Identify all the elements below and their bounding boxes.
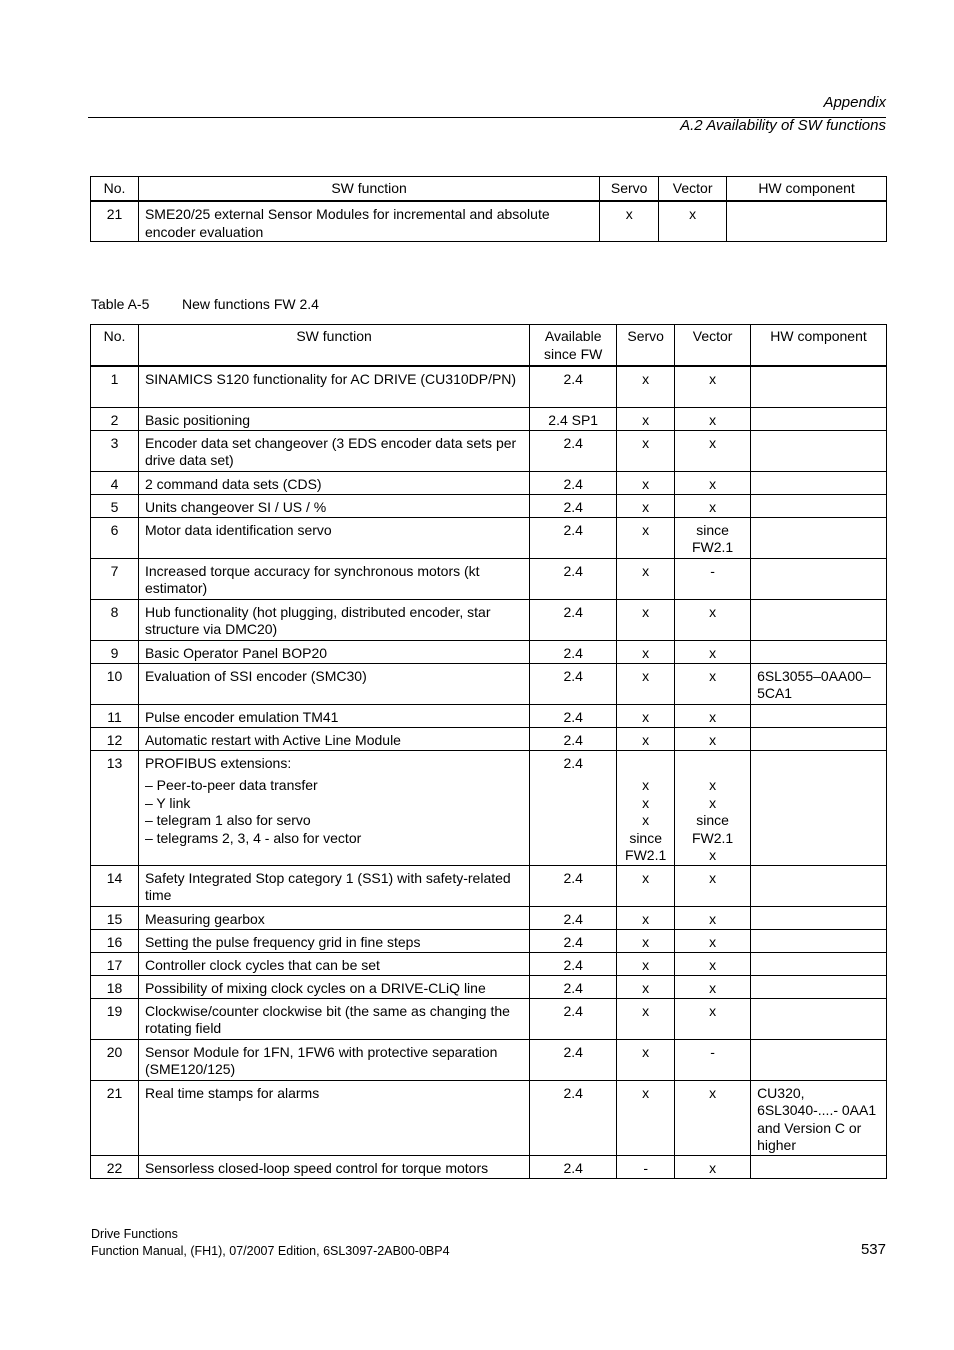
cell-sw-function: Encoder data set changeover (3 EDS encoder data sets per drive data set) <box>138 430 529 471</box>
table-row <box>91 471 887 494</box>
sub-item: since FW2.1 <box>691 812 734 846</box>
cell-hw-component <box>751 558 887 599</box>
cell-vector: x <box>675 906 751 929</box>
cell-available-since-fw: 2.4 <box>530 998 617 1039</box>
cell-vector <box>675 750 751 865</box>
cell-no: 18 <box>91 975 139 998</box>
cell-vector: x <box>675 929 751 952</box>
col-header-vector: Vector <box>675 325 751 367</box>
cell-servo: x <box>617 727 675 750</box>
table-row <box>91 407 887 430</box>
cell-sw-function: Pulse encoder emulation TM41 <box>138 704 529 727</box>
table-row <box>91 998 887 1039</box>
cell-servo: x <box>617 998 675 1039</box>
cell-vector: x <box>675 865 751 906</box>
cell-hw-component <box>751 704 887 727</box>
cell-hw-component <box>751 975 887 998</box>
cell-heading: PROFIBUS extensions: <box>144 754 292 771</box>
cell-sw-function: Evaluation of SSI encoder (SMC30) <box>138 663 529 704</box>
table-row <box>91 750 887 865</box>
cell-servo: - <box>617 1155 675 1178</box>
cell-sw-function: Possibility of mixing clock cycles on a DRIVE-CLiQ line <box>138 975 529 998</box>
cell-heading-value <box>619 755 672 773</box>
cell-no: 5 <box>91 494 139 517</box>
cell-servo: x <box>617 1080 675 1155</box>
cell-available-since-fw: 2.4 <box>530 558 617 599</box>
cell-vector: x <box>675 998 751 1039</box>
table-body <box>91 366 887 1178</box>
cell-available-since-fw: 2.4 <box>530 929 617 952</box>
table-row <box>91 906 887 929</box>
cell-sw-function: Basic positioning <box>138 407 529 430</box>
cell-no: 13 <box>91 750 139 865</box>
cell-hw-component <box>751 906 887 929</box>
cell-vector: x <box>675 975 751 998</box>
table-continued <box>90 176 887 242</box>
sub-item: – telegram 1 also for servo <box>144 812 311 828</box>
table-row <box>91 558 887 599</box>
cell-no: 6 <box>91 517 139 558</box>
cell-servo: x <box>617 929 675 952</box>
page-number: 537 <box>860 1241 886 1258</box>
cell-servo: x <box>617 366 675 407</box>
cell-no: 2 <box>91 407 139 430</box>
cell-vector: x <box>675 430 751 471</box>
sub-item: x <box>709 777 717 793</box>
cell-vector: x <box>675 727 751 750</box>
sub-item: – Y link <box>144 794 191 811</box>
cell-servo: x <box>617 494 675 517</box>
col-header-vector: Vector <box>659 177 727 202</box>
cell-hw-component <box>751 430 887 471</box>
sub-item: x <box>709 794 717 811</box>
cell-available-since-fw: 2.4 <box>530 952 617 975</box>
cell-servo: x <box>617 640 675 663</box>
cell-vector: x <box>675 640 751 663</box>
table-caption <box>91 296 319 312</box>
cell-available-since-fw: 2.4 <box>530 975 617 998</box>
cell-sw-function: Motor data identification servo <box>138 517 529 558</box>
footer-manual-info: Function Manual, (FH1), 07/2007 Edition, 6SL3097-2AB00-0BP4 <box>91 1244 450 1258</box>
table-row <box>91 1155 887 1178</box>
cell-sw-function: Controller clock cycles that can be set <box>138 952 529 975</box>
cell-hw-component <box>751 1039 887 1080</box>
cell-no: 22 <box>91 1155 139 1178</box>
table-row <box>91 517 887 558</box>
cell-servo: x <box>617 952 675 975</box>
cell-vector: x <box>675 1080 751 1155</box>
cell-hw-component <box>751 865 887 906</box>
table-row <box>91 430 887 471</box>
col-header-servo: Servo <box>617 325 675 367</box>
table-caption-title: New functions FW 2.4 <box>182 296 319 312</box>
cell-no: 7 <box>91 558 139 599</box>
cell-no: 21 <box>91 1080 139 1155</box>
cell-hw-component <box>751 407 887 430</box>
col-header-hw-component: HW component <box>727 177 887 202</box>
table-row <box>91 952 887 975</box>
cell-no: 20 <box>91 1039 139 1080</box>
table-row <box>91 201 887 242</box>
cell-available-since-fw: 2.4 <box>530 704 617 727</box>
footer-title: Drive Functions <box>91 1227 178 1241</box>
table-row <box>91 494 887 517</box>
cell-servo: x <box>617 471 675 494</box>
cell-sw-function <box>138 750 529 865</box>
cell-hw-component <box>751 998 887 1039</box>
cell-hw-component <box>751 750 887 865</box>
cell-vector: x <box>675 407 751 430</box>
cell-hw-component <box>751 471 887 494</box>
cell-no: 14 <box>91 865 139 906</box>
cell-servo: x <box>617 517 675 558</box>
cell-available-since-fw: 2.4 SP1 <box>530 407 617 430</box>
cell-vector: x <box>675 704 751 727</box>
col-header-sw-function: SW function <box>138 325 529 367</box>
col-header-hw-component: HW component <box>751 325 887 367</box>
cell-sw-function: SINAMICS S120 functionality for AC DRIVE (CU310DP/PN) <box>138 366 529 407</box>
cell-servo: x <box>617 906 675 929</box>
table-header-row <box>91 325 887 367</box>
cell-available-since-fw: 2.4 <box>530 1080 617 1155</box>
table-row <box>91 663 887 704</box>
cell-no: 19 <box>91 998 139 1039</box>
cell-sw-function: Clockwise/counter clockwise bit (the same as changing the rotating field <box>138 998 529 1039</box>
cell-sw-function: Automatic restart with Active Line Module <box>138 727 529 750</box>
cell-available-since-fw: 2.4 <box>530 750 617 865</box>
cell-hw-component <box>751 952 887 975</box>
cell-hw-component: 6SL3055–0AA00–5CA1 <box>751 663 887 704</box>
col-header-available-since-fw: Available since FW <box>530 325 617 367</box>
cell-heading-value <box>677 755 748 773</box>
cell-no: 21 <box>91 201 139 242</box>
cell-vector: x <box>675 471 751 494</box>
sub-item: since FW2.1 <box>625 829 667 863</box>
table-row <box>91 1080 887 1155</box>
table-row <box>91 929 887 952</box>
cell-vector: - <box>675 1039 751 1080</box>
cell-no: 1 <box>91 366 139 407</box>
cell-no: 9 <box>91 640 139 663</box>
cell-servo: x <box>617 1039 675 1080</box>
cell-servo: x <box>617 430 675 471</box>
cell-hw-component <box>727 201 887 242</box>
cell-available-since-fw: 2.4 <box>530 430 617 471</box>
cell-available-since-fw: 2.4 <box>530 1155 617 1178</box>
cell-no: 4 <box>91 471 139 494</box>
col-header-servo: Servo <box>600 177 659 202</box>
cell-hw-component <box>751 517 887 558</box>
cell-sw-function: Sensor Module for 1FN, 1FW6 with protective separation (SME120/125) <box>138 1039 529 1080</box>
table-row <box>91 975 887 998</box>
table-row <box>91 640 887 663</box>
cell-servo: x <box>617 704 675 727</box>
cell-hw-component <box>751 599 887 640</box>
cell-available-since-fw: 2.4 <box>530 471 617 494</box>
cell-no: 11 <box>91 704 139 727</box>
cell-hw-component: CU320, 6SL3040-....- 0AA1 and Version C or higher <box>751 1080 887 1155</box>
sub-item: – telegrams 2, 3, 4 - also for vector <box>144 829 362 846</box>
cell-vector: x <box>659 201 727 242</box>
cell-available-since-fw: 2.4 <box>530 727 617 750</box>
cell-servo: x <box>617 865 675 906</box>
header-section: Appendix <box>823 94 886 111</box>
cell-vector: since FW2.1 <box>675 517 751 558</box>
cell-no: 3 <box>91 430 139 471</box>
table-row <box>91 366 887 407</box>
cell-sw-function: Setting the pulse frequency grid in fine steps <box>138 929 529 952</box>
table-row <box>91 727 887 750</box>
cell-vector: x <box>675 1155 751 1178</box>
table-row <box>91 704 887 727</box>
cell-vector: - <box>675 558 751 599</box>
cell-available-since-fw: 2.4 <box>530 865 617 906</box>
cell-servo: x <box>617 558 675 599</box>
table-row <box>91 865 887 906</box>
cell-vector: x <box>675 599 751 640</box>
cell-hw-component <box>751 366 887 407</box>
cell-no: 12 <box>91 727 139 750</box>
cell-sw-function: Increased torque accuracy for synchronous motors (kt estimator) <box>138 558 529 599</box>
sub-item: – Peer-to-peer data transfer <box>144 777 318 793</box>
cell-sw-function: Safety Integrated Stop category 1 (SS1) with safety-related time <box>138 865 529 906</box>
cell-available-since-fw: 2.4 <box>530 663 617 704</box>
cell-sw-function: Sensorless closed-loop speed control for torque motors <box>138 1155 529 1178</box>
cell-hw-component <box>751 1155 887 1178</box>
col-header-no: No. <box>91 325 139 367</box>
col-header-sw-function: SW function <box>138 177 599 202</box>
cell-no: 16 <box>91 929 139 952</box>
cell-sw-function: Hub functionality (hot plugging, distributed encoder, star structure via DMC20) <box>138 599 529 640</box>
cell-available-since-fw: 2.4 <box>530 366 617 407</box>
table-new-functions <box>90 324 887 1179</box>
cell-servo: x <box>617 663 675 704</box>
cell-servo: x <box>617 599 675 640</box>
cell-no: 10 <box>91 663 139 704</box>
cell-sw-function: Real time stamps for alarms <box>138 1080 529 1155</box>
header-subsection: A.2 Availability of SW functions <box>680 117 886 134</box>
cell-no: 15 <box>91 906 139 929</box>
sub-item: x <box>642 794 650 811</box>
cell-sw-function: SME20/25 external Sensor Modules for incremental and absolute encoder evaluation <box>138 201 599 242</box>
cell-vector: x <box>675 952 751 975</box>
cell-available-since-fw: 2.4 <box>530 1039 617 1080</box>
col-header-no: No. <box>91 177 139 202</box>
cell-no: 8 <box>91 599 139 640</box>
cell-available-since-fw: 2.4 <box>530 494 617 517</box>
cell-sw-function: 2 command data sets (CDS) <box>138 471 529 494</box>
cell-available-since-fw: 2.4 <box>530 517 617 558</box>
cell-servo: x <box>600 201 659 242</box>
cell-hw-component <box>751 494 887 517</box>
cell-no: 17 <box>91 952 139 975</box>
sub-item: x <box>642 812 650 828</box>
cell-servo: x <box>617 975 675 998</box>
cell-hw-component <box>751 640 887 663</box>
table-row <box>91 1039 887 1080</box>
cell-available-since-fw: 2.4 <box>530 640 617 663</box>
cell-vector: x <box>675 366 751 407</box>
sub-item: x <box>709 847 717 863</box>
cell-hw-component <box>751 929 887 952</box>
cell-available-since-fw: 2.4 <box>530 599 617 640</box>
table-caption-label: Table A-5 <box>91 296 150 312</box>
cell-servo: x <box>617 407 675 430</box>
cell-hw-component <box>751 727 887 750</box>
cell-sw-function: Basic Operator Panel BOP20 <box>138 640 529 663</box>
cell-vector: x <box>675 663 751 704</box>
sub-item: x <box>642 777 650 793</box>
table-header-row <box>91 177 887 202</box>
cell-vector: x <box>675 494 751 517</box>
table-row <box>91 599 887 640</box>
cell-sw-function: Measuring gearbox <box>138 906 529 929</box>
cell-available-since-fw: 2.4 <box>530 906 617 929</box>
cell-servo <box>617 750 675 865</box>
cell-sw-function: Units changeover SI / US / % <box>138 494 529 517</box>
